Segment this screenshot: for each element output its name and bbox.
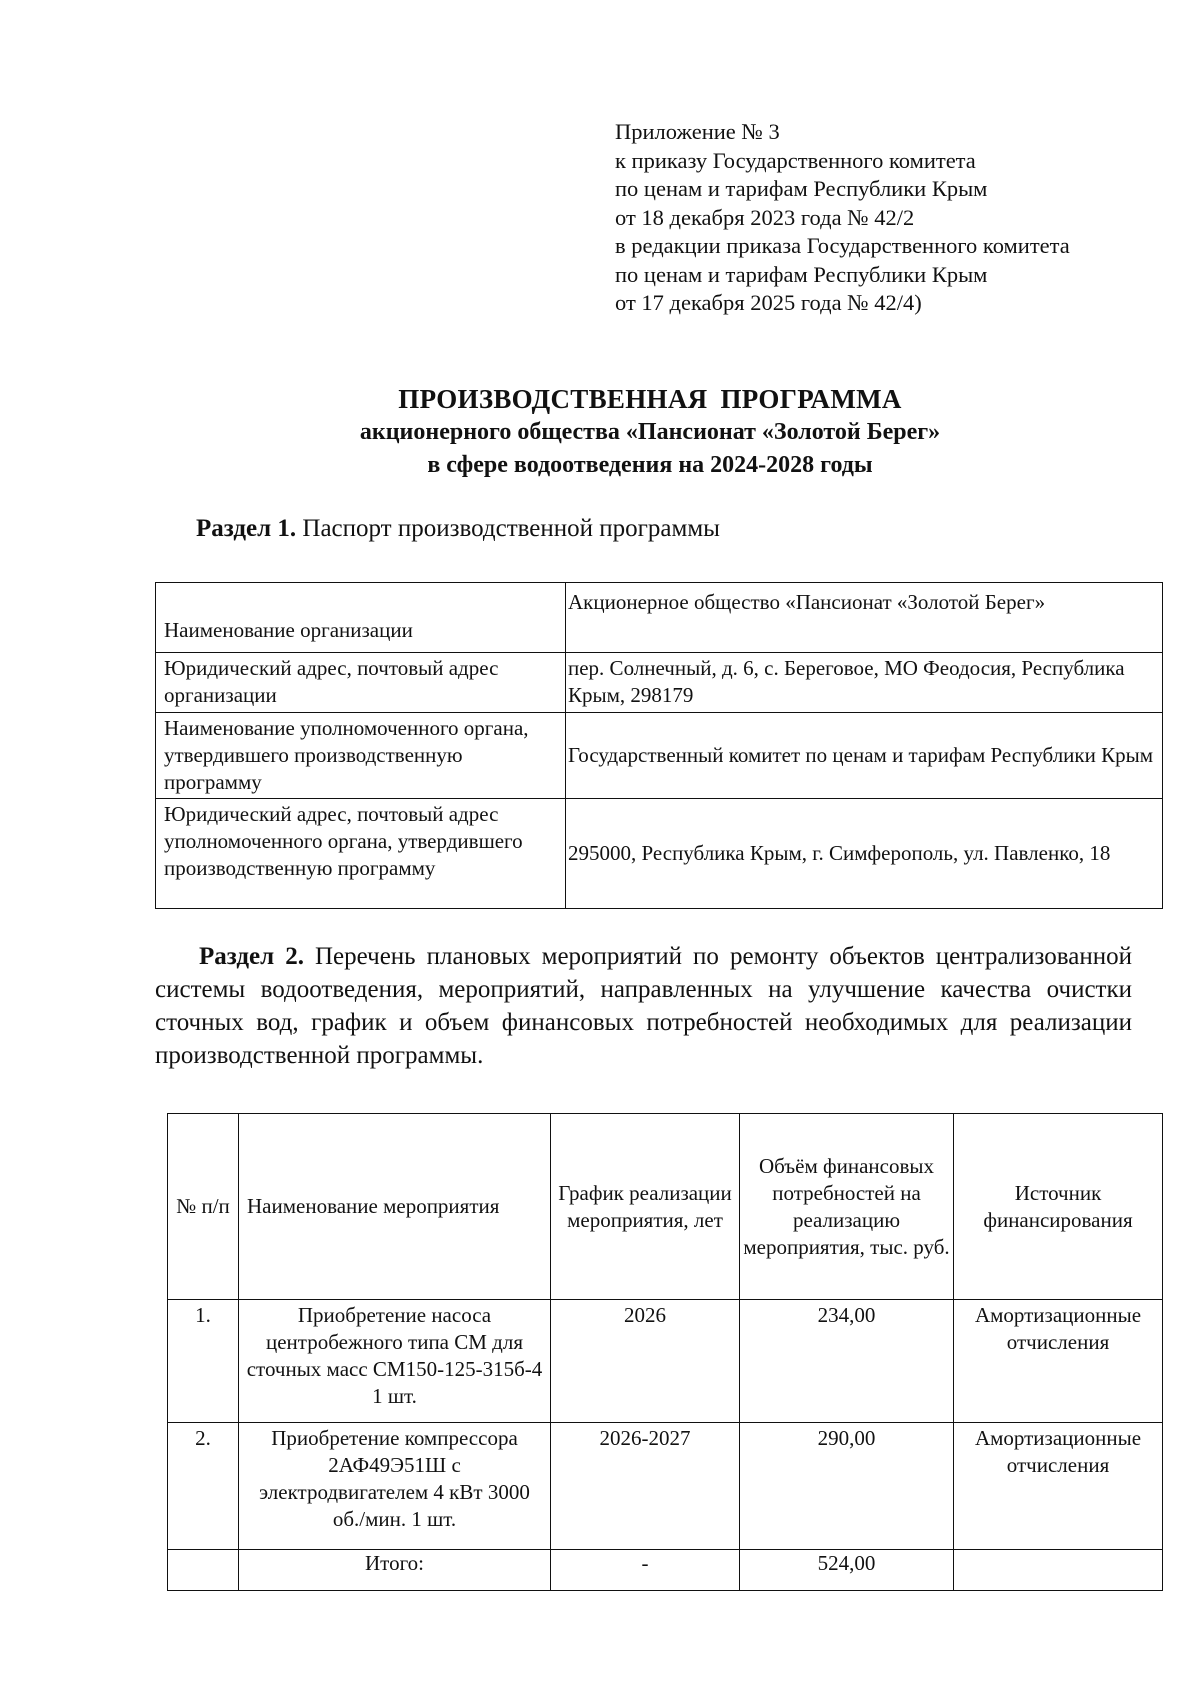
section-1-text: Паспорт производственной программы: [296, 515, 720, 542]
total-row: [168, 1550, 1163, 1591]
total-schedule: -: [551, 1550, 740, 1591]
passport-key: Наименование организации: [156, 583, 566, 653]
passport-key: Юридический адрес, почтовый адрес уполномоченного органа, утвердившего производственную программу: [156, 799, 566, 909]
appendix-line: к приказу Государственного комитета: [615, 147, 976, 173]
cell-name: Приобретение компрессора 2АФ49Э51Ш с электродвигателем 4 кВт 3000 об./мин. 1 шт.: [239, 1423, 551, 1550]
appendix-line: Приложение № 3: [615, 119, 780, 144]
plan-table: [167, 1113, 1163, 1591]
section-1-heading: [196, 515, 720, 543]
section-1-label: Раздел 1.: [196, 515, 297, 542]
header-source: Источник финансирования: [954, 1114, 1163, 1300]
section-2-text: Перечень плановых мероприятий по ремонту объектов централизованной системы водоотведения, мероприятий, направленных на улучшение качества очистки сточных вод, график и объем финансовых потребностей необходимых для реализации производственной программы.: [155, 943, 1132, 1069]
passport-table: [155, 582, 1163, 909]
appendix-line: от 17 декабря 2025 года № 42/4): [615, 290, 922, 315]
cell-num: 2.: [168, 1423, 239, 1550]
title-line-3: в сфере водоотведения на 2024-2028 годы: [427, 452, 873, 478]
appendix-block: [615, 118, 1175, 318]
passport-row: [156, 713, 1163, 799]
section-2-label: Раздел 2.: [199, 943, 304, 970]
cell-num: 1.: [168, 1300, 239, 1423]
document-title: [150, 382, 1150, 482]
plan-header-row: [168, 1114, 1163, 1300]
header-num: № п/п: [168, 1114, 239, 1300]
passport-row: [156, 653, 1163, 713]
total-label: Итого:: [239, 1550, 551, 1591]
passport-value: Акционерное общество «Пансионат «Золотой Берег»: [566, 583, 1163, 653]
cell-schedule: 2026: [551, 1300, 740, 1423]
passport-value: 295000, Республика Крым, г. Симферополь, ул. Павленко, 18: [566, 799, 1163, 909]
header-schedule: График реализации мероприятия, лет: [551, 1114, 740, 1300]
header-name: Наименование мероприятия: [239, 1114, 551, 1300]
passport-row: [156, 799, 1163, 909]
title-line-2: акционерного общества «Пансионат «Золотой Берег»: [359, 419, 941, 445]
appendix-line: в редакции приказа Государственного комитета: [615, 233, 1070, 258]
total-volume: 524,00: [740, 1550, 954, 1591]
passport-row: [156, 583, 1163, 653]
passport-key: Наименование уполномоченного органа, утвердившего производственную программу: [156, 713, 566, 799]
cell-source-empty: [954, 1550, 1163, 1591]
passport-value: пер. Солнечный, д. 6, с. Береговое, МО Феодосия, Республика Крым, 298179: [566, 653, 1163, 713]
cell-source: Амортизационные отчисления: [954, 1300, 1163, 1423]
cell-volume: 290,00: [740, 1423, 954, 1550]
cell-name: Приобретение насоса центробежного типа СМ для сточных масс СМ150-125-315б-4 1 шт.: [239, 1300, 551, 1423]
cell-schedule: 2026-2027: [551, 1423, 740, 1550]
table-row: [168, 1300, 1163, 1423]
section-2-paragraph: [155, 940, 1132, 1072]
cell-source: Амортизационные отчисления: [954, 1423, 1163, 1550]
appendix-line: от 18 декабря 2023 года № 42/2: [615, 204, 915, 230]
table-row: [168, 1423, 1163, 1550]
title-line-1: ПРОИЗВОДСТВЕННАЯ ПРОГРАММА: [398, 384, 902, 414]
cell-volume: 234,00: [740, 1300, 954, 1423]
passport-key: Юридический адрес, почтовый адрес организации: [156, 653, 566, 713]
appendix-line: по ценам и тарифам Республики Крым: [615, 261, 988, 287]
cell-num-empty: [168, 1550, 239, 1591]
appendix-line: по ценам и тарифам Республики Крым: [615, 176, 988, 201]
passport-value: Государственный комитет по ценам и тарифам Республики Крым: [566, 713, 1163, 799]
header-volume: Объём финансовых потребностей на реализацию мероприятия, тыс. руб.: [740, 1114, 954, 1300]
